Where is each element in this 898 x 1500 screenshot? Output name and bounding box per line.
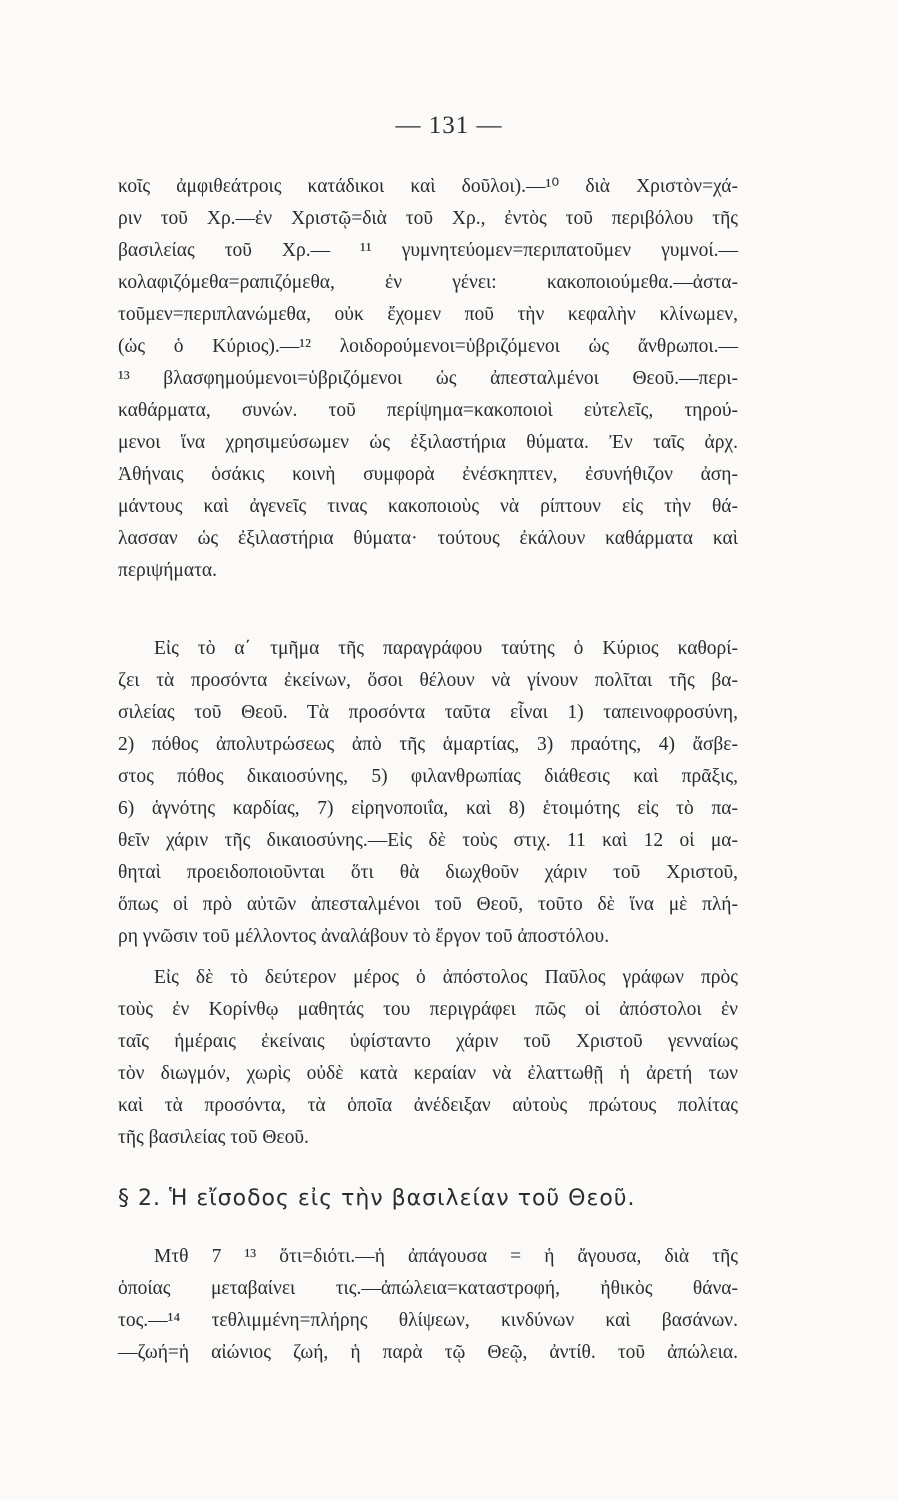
text-line: μάντους καὶ ἀγενεῖς τινας κακοποιοὺς νὰ ρίπτουν εἰς τὴν θά- xyxy=(118,496,738,517)
text-line: θηταὶ προειδοποιοῦνται ὅτι θὰ διωχθοῦν χάριν τοῦ Χριστοῦ, xyxy=(118,862,738,883)
text-line: τοὺς ἐν Κορίνθῳ μαθητάς του περιγράφει πῶς οἱ ἀπόστολοι ἐν xyxy=(118,999,738,1020)
section-heading: § 2. Ἡ εἴσοδος εἰς τὴν βασιλείαν τοῦ Θεοῦ. xyxy=(118,1186,636,1211)
text-line: σιλείας τοῦ Θεοῦ. Τὰ προσόντα ταῦτα εἶναι 1) ταπεινοφροσύνη, xyxy=(118,702,738,723)
text-line: 2) πόθος ἀπολυτρώσεως ἀπὸ τῆς ἁμαρτίας, 3) πραότης, 4) ἄσβε- xyxy=(118,734,738,755)
text-line: λασσαν ὡς ἐξιλαστήρια θύματα· τούτους ἐκάλουν καθάρματα καὶ xyxy=(118,528,738,549)
text-line: κοῖς ἀμφιθεάτροις κατάδικοι καὶ δοῦλοι).—¹⁰ διὰ Χριστὸν=χά- xyxy=(118,176,738,197)
body-paragraph-apostle-paul xyxy=(118,962,738,1154)
text-line: μενοι ἵνα χρησιμεύσωμεν ὡς ἐξιλαστήρια θύματα. Ἐν ταῖς ἀρχ. xyxy=(118,432,738,453)
text-line: κολαφιζόμεθα=ραπιζόμεθα, ἐν γένει: κακοποιούμεθα.—ἀστα- xyxy=(118,272,738,293)
text-line: καὶ τὰ προσόντα, τὰ ὁποῖα ἀνέδειξαν αὐτοὺς πρώτους πολίτας xyxy=(118,1095,738,1116)
text-line: —ζωή=ἡ αἰώνιος ζωή, ἡ παρὰ τῷ Θεῷ, ἀντίθ. τοῦ ἀπώλεια. xyxy=(118,1342,738,1363)
text-line: τῆς βασιλείας τοῦ Θεοῦ. xyxy=(118,1127,309,1148)
text-line: (ὡς ὁ Κύριος).—¹² λοιδορούμενοι=ὑβριζόμενοι ὡς ἄνθρωποι.— xyxy=(118,336,738,357)
text-line: ρη γνῶσιν τοῦ μέλλοντος ἀναλάβουν τὸ ἔργον τοῦ ἀποστόλου. xyxy=(118,926,610,947)
body-paragraph-qualifications xyxy=(118,633,738,953)
text-line: περιψήματα. xyxy=(118,560,218,581)
footnote-glossary-paragraph xyxy=(118,171,738,587)
text-line: θεῖν χάριν τῆς δικαιοσύνης.—Εἰς δὲ τοὺς στιχ. 11 καὶ 12 οἱ μα- xyxy=(118,830,738,851)
text-line: τοῦμεν=περιπλανώμεθα, οὐκ ἔχομεν ποῦ τὴν κεφαλὴν κλίνωμεν, xyxy=(118,304,738,325)
text-line: τὸν διωγμόν, χωρὶς οὐδὲ κατὰ κεραίαν νὰ ἐλαττωθῇ ἡ ἀρετή των xyxy=(118,1063,738,1084)
text-line: Ἀθήναις ὁσάκις κοινὴ συμφορὰ ἐνέσκηπτεν, ἐσυνήθιζον ἀση- xyxy=(118,464,738,485)
text-line: Εἰς δὲ τὸ δεύτερον μέρος ὁ ἀπόστολος Παῦλος γράφων πρὸς xyxy=(154,967,738,988)
text-line: καθάρματα, συνών. τοῦ περίψημα=κακοποιοὶ εὐτελεῖς, τηρού- xyxy=(118,400,738,421)
text-line: Εἰς τὸ α΄ τμῆμα τῆς παραγράφου ταύτης ὁ Κύριος καθορί- xyxy=(154,638,738,659)
text-line: ¹³ βλασφημούμενοι=ὑβριζόμενοι ὡς ἀπεσταλμένοι Θεοῦ.—περι- xyxy=(118,368,738,389)
text-line: τος.—¹⁴ τεθλιμμένη=πλήρης θλίψεων, κινδύνων καὶ βασάνων. xyxy=(118,1310,738,1331)
text-line: ὅπως οἱ πρὸ αὐτῶν ἀπεσταλμένοι τοῦ Θεοῦ, τοῦτο δὲ ἵνα μὲ πλή- xyxy=(118,894,738,915)
text-line: ταῖς ἡμέραις ἐκείναις ὑφίσταντο χάριν τοῦ Χριστοῦ γενναίως xyxy=(118,1031,738,1052)
text-line: ὁποίας μεταβαίνει τις.—ἀπώλεια=καταστροφή, ἠθικὸς θάνα- xyxy=(118,1278,738,1299)
text-line: ριν τοῦ Χρ.—ἐν Χριστῷ=διὰ τοῦ Χρ., ἐντὸς τοῦ περιβόλου τῆς xyxy=(118,208,738,229)
glossary-paragraph-matthew xyxy=(118,1241,738,1369)
text-line: βασιλείας τοῦ Χρ.— ¹¹ γυμνητεύομεν=περιπατοῦμεν γυμνοί.— xyxy=(118,240,738,261)
text-line: Μτθ 7 ¹³ ὅτι=διότι.—ἡ ἀπάγουσα = ἡ ἄγουσα, διὰ τῆς xyxy=(154,1246,738,1267)
text-line: ζει τὰ προσόντα ἐκείνων, ὅσοι θέλουν νὰ γίνουν πολῖται τῆς βα- xyxy=(118,670,738,691)
text-line: στος πόθος δικαιοσύνης, 5) φιλανθρωπίας διάθεσις καὶ πρᾶξις, xyxy=(118,766,738,787)
text-line: 6) ἁγνότης καρδίας, 7) εἰρηνοποιΐα, καὶ 8) ἑτοιμότης εἰς τὸ πα- xyxy=(118,798,738,819)
page-number: — 131 — xyxy=(395,112,503,139)
